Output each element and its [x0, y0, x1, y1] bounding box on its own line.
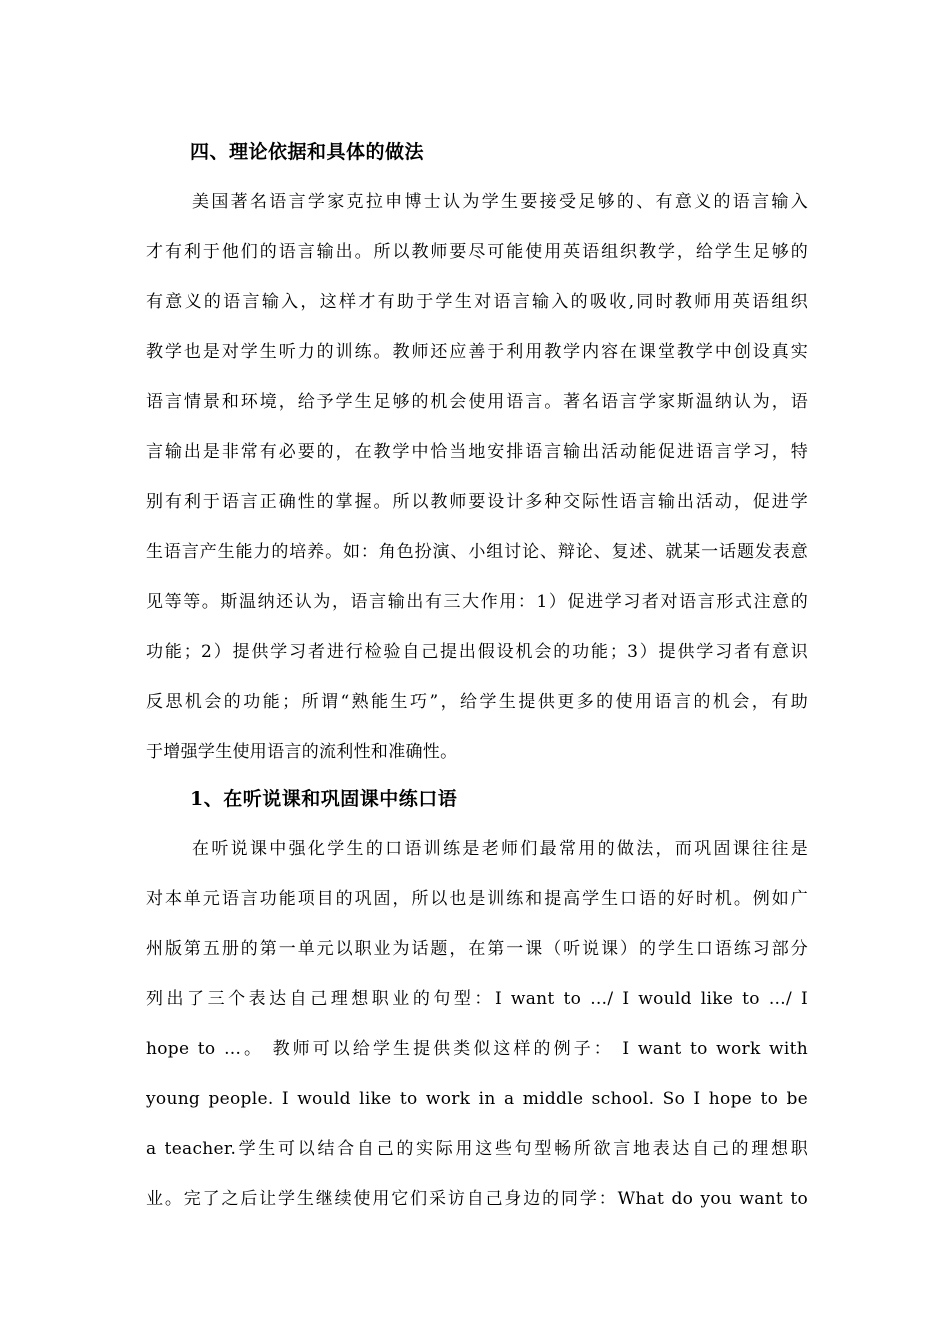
paragraph-line: 言输出是非常有必要的，在教学中恰当地安排语言输出活动能促进语言学习，特	[146, 442, 808, 462]
paragraph-speaking-practice	[146, 824, 808, 1224]
document-body	[146, 132, 808, 1224]
paragraph-line: 生语言产生能力的培养。如：角色扮演、小组讨论、辩论、复述、就某一话题发表意	[146, 542, 808, 562]
paragraph-line: 州版第五册的第一单元以职业为话题，在第一课（听说课）的学生口语练习部分	[146, 939, 808, 959]
paragraph-line: 功能；2）提供学习者进行检验自己提出假设机会的功能；3）提供学习者有意识	[146, 642, 808, 662]
paragraph-line: 于增强学生使用语言的流利性和准确性。	[146, 742, 458, 762]
paragraph-line: 反思机会的功能；所谓“熟能生巧”，给学生提供更多的使用语言的机会，有助	[146, 692, 808, 712]
paragraph-line: 教学也是对学生听力的训练。教师还应善于利用教学内容在课堂教学中创设真实	[146, 342, 808, 362]
paragraph-line: 列出了三个表达自己理想职业的句型：I want to …/ I would like to …/ I	[146, 989, 808, 1009]
paragraph-line: 才有利于他们的语言输出。所以教师要尽可能使用英语组织教学，给学生足够的	[146, 242, 808, 262]
paragraph-line: 有意义的语言输入，这样才有助于学生对语言输入的吸收,同时教师用英语组织	[146, 292, 808, 312]
subsection-heading: 1、在听说课和巩固课中练口语	[190, 788, 458, 810]
paragraph-line: 业。完了之后让学生继续使用它们采访自己身边的同学：What do you want to	[146, 1189, 808, 1209]
paragraph-line: hope to …。 教师可以给学生提供类似这样的例子： I want to work with	[146, 1039, 808, 1059]
paragraph-line: 对本单元语言功能项目的巩固，所以也是训练和提高学生口语的好时机。例如广	[146, 889, 808, 909]
section-heading: 四、理论依据和具体的做法	[190, 141, 425, 163]
paragraph-line: 别有利于语言正确性的掌握。所以教师要设计多种交际性语言输出活动，促进学	[146, 492, 808, 512]
paragraph-line: 见等等。斯温纳还认为，语言输出有三大作用：1）促进学习者对语言形式注意的	[146, 592, 808, 612]
paragraph-line: 美国著名语言学家克拉申博士认为学生要接受足够的、有意义的语言输入	[192, 192, 808, 212]
paragraph-line: young people. I would like to work in a middle school. So I hope to be	[146, 1089, 808, 1109]
paragraph-theory	[146, 177, 808, 777]
paragraph-line: 在听说课中强化学生的口语训练是老师们最常用的做法，而巩固课往往是	[192, 839, 808, 859]
paragraph-line: a teacher.学生可以结合自己的实际用这些句型畅所欲言地表达自己的理想职	[146, 1139, 808, 1159]
paragraph-line: 语言情景和环境，给予学生足够的机会使用语言。著名语言学家斯温纳认为，语	[146, 392, 808, 412]
